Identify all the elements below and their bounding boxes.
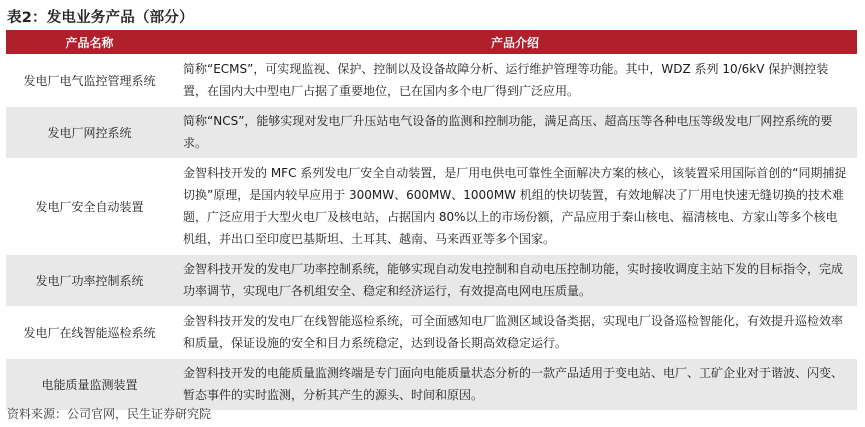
table-header-row — [6, 30, 857, 55]
product-desc-cell: 简称“ECMS”，可实现监视、保护、控制以及设备故障分析、运行维护管理等功能。其中，WDZ 系列 10/6kV 保护测控装置，在国内大中型电厂占据了重要地位，已在国内多个电厂得到广泛应用。 — [173, 55, 857, 107]
products-table — [6, 30, 857, 411]
header-product-name: 产品名称 — [6, 30, 173, 55]
product-desc-cell: 金智科技开发的发电厂功率控制系统，能够实现自动发电控制和自动电压控制功能，实时接收调度主站下发的目标指令，完成功率调节，实现电厂各机组安全、稳定和经济运行，有效提高电网电压质量。 — [173, 255, 857, 307]
product-name-cell: 发电厂功率控制系统 — [6, 255, 173, 307]
table-row — [6, 159, 857, 255]
product-desc-cell: 简称“NCS”，能够实现对发电厂升压站电气设备的监测和控制功能，满足高压、超高压等各种电压等级发电厂网控系统的要求。 — [173, 107, 857, 159]
table-row — [6, 307, 857, 359]
product-name-cell: 发电厂电气监控管理系统 — [6, 55, 173, 107]
table-row — [6, 255, 857, 307]
header-product-intro: 产品介绍 — [173, 30, 857, 55]
product-name-cell: 发电厂网控系统 — [6, 107, 173, 159]
table-title: 表2：发电业务产品（部分） — [7, 10, 194, 26]
table-row — [6, 55, 857, 107]
product-name-cell: 电能质量监测装置 — [6, 359, 173, 411]
table-row — [6, 107, 857, 159]
product-name-cell: 发电厂安全自动装置 — [6, 159, 173, 255]
product-desc-cell: 金智科技开发的电能质量监测终端是专门面向电能质量状态分析的一款产品适用于变电站、电厂、工矿企业对于谐波、闪变、暂态事件的实时监测，分析其产生的源头、时间和原因。 — [173, 359, 857, 411]
product-desc-cell: 金智科技开发的 MFC 系列发电厂安全自动装置，是厂用电供电可靠性全面解决方案的核心，该装置采用国际首创的“同期捕捉切换”原理，是国内较早应用于 300MW、600MW、1000MW 机组的快切装置，有效地解决了厂用电快速无缝切换的技术难题，广泛应用于大型火电厂及核电站，占据国内 80%以上的市场份额，产品应用于秦山核电、福清核电、方家山等多个核电机组，并出口至印度巴基斯坦、土耳其、越南、马来西亚等多个国家。 — [173, 159, 857, 255]
product-name-cell: 发电厂在线智能巡检系统 — [6, 307, 173, 359]
table-row — [6, 359, 857, 411]
source-note: 资料来源：公司官网，民生证券研究院 — [7, 407, 212, 421]
product-desc-cell: 金智科技开发的发电厂在线智能巡检系统，可全面感知电厂监测区域设备类据，实现电厂设备巡检智能化，有效提升巡检效率和质量，保证设施的安全和目力系统稳定，达到设备长期高效稳定运行。 — [173, 307, 857, 359]
